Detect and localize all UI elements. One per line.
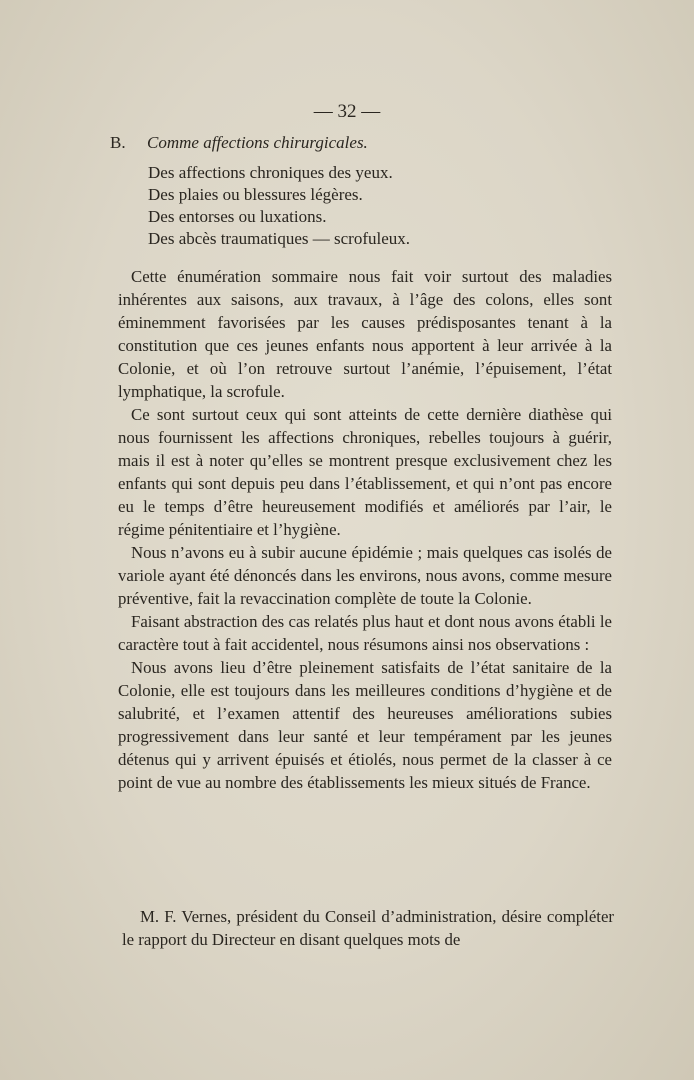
list-item: Des affections chroniques des yeux. bbox=[148, 163, 393, 182]
paragraph-summary: Cette énumération sommaire nous fait voir surtout des maladies inhérentes aux saisons, aux travaux, à l’âge des colons, elles sont éminemment favorisées par les causes prédisposantes tenant à la constitution que ces jeunes enfants nous apportent à leur arrivée à la Colonie, et où l’on retrouve surtout l’anémie, l’épuisement, l’état lymphatique, la scrofule. bbox=[118, 267, 612, 401]
list-item: Des entorses ou luxations. bbox=[148, 207, 327, 226]
page-number: — 32 — bbox=[313, 101, 381, 122]
section-heading bbox=[110, 133, 368, 153]
body-text bbox=[118, 265, 612, 794]
paragraph-abstraction: Faisant abstraction des cas relatés plus haut et dont nous avons établi le caractère tout à fait accidentel, nous résumons ainsi nos observations : bbox=[118, 612, 612, 654]
list-item: Des plaies ou blessures légères. bbox=[148, 185, 363, 204]
paragraph-diathesis: Ce sont surtout ceux qui sont atteints de cette dernière diathèse qui nous fournissent les affections chroniques, rebelles toujours à guérir, mais il est à noter qu’elles se montrent presque exclusivement chez les enfants qui sont depuis peu dans l’établissement, et qui n’ont pas encore eu le temps d’être heureusement modifiés et améliorés par l’air, le régime pénitentiaire et l’hygiène. bbox=[118, 405, 612, 539]
paragraph-epidemic: Nous n’avons eu à subir aucune épidémie ; mais quelques cas isolés de variole ayant été dénoncés dans les environs, nous avons, comme mesure préventive, fait la revaccination complète de toute la Colonie. bbox=[118, 543, 612, 608]
closing-text bbox=[122, 905, 614, 951]
list-item: Des abcès traumatiques — scrofuleux. bbox=[148, 229, 410, 248]
paragraph-conclusion: Nous avons lieu d’être pleinement satisfaits de l’état sanitaire de la Colonie, elle est toujours dans les meilleures conditions d’hygiène et de salubrité, et l’examen attentif des heureuses améliorations subies progressivement dans leur santé et leur tempérament par les jeunes détenus qui y arrivent épuisés et étiolés, nous permet de la classer à ce point de vue au nombre des établissements les mieux situés de France. bbox=[118, 658, 612, 792]
affections-list bbox=[148, 162, 410, 250]
paragraph-vernes: M. F. Vernes, président du Conseil d’administration, désire compléter le rapport du Directeur en disant quelques mots de bbox=[122, 907, 614, 949]
section-letter: B. bbox=[110, 133, 126, 152]
section-title: Comme affections chirurgicales. bbox=[147, 133, 368, 152]
